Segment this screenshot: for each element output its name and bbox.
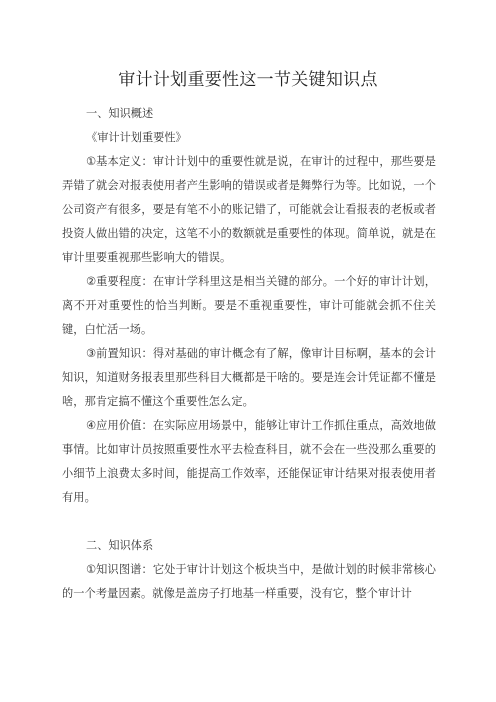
section-subheading-topic: 《审计计划重要性》 xyxy=(86,131,187,144)
page-title: 审计计划重要性这一节关键知识点 xyxy=(118,70,378,90)
section-spacer xyxy=(62,510,436,534)
paragraph-importance: ②重要程度：在审计学科里这是相当关键的部分。一个好的审计计划，离不开对重要性的恰当判断。要是不重视重要性，审计可能就会抓不住关键，白忙活一场。 xyxy=(62,275,436,336)
paragraph-definition: ①基本定义：审计计划中的重要性就是说，在审计的过程中，那些要是弄错了就会对报表使用者产生影响的错误或者是舞弊行为等。比如说，一个公司资产有很多，要是有笔不小的账记错了，可能就会让看报表的老板或者投资人做出错的决定，这笔不小的数额就是重要性的体现。简单说，就是在审计里要重视那些影响大的错误。 xyxy=(62,155,436,264)
section-heading-knowledge-system: 二、知识体系 xyxy=(86,539,154,552)
paragraph-knowledge-map: ①知识图谱：它处于审计计划这个板块当中，是做计划的时候非常核心的一个考量因素。就像是盖房子打地基一样重要，没有它，整个审计计 xyxy=(62,563,436,600)
document-body xyxy=(62,102,436,606)
paragraph-prerequisites: ③前置知识：得对基础的审计概念有了解，像审计目标啊，基本的会计知识，知道财务报表里那些科目大概都是干啥的。要是连会计凭证都不懂是啥，那肯定搞不懂这个重要性怎么定。 xyxy=(62,347,436,408)
paragraph-application-value: ④应用价值：在实际应用场景中，能够让审计工作抓住重点，高效地做事情。比如审计员按照重要性水平去检查科目，就不会在一些没那么重要的小细节上浪费太多时间，能提高工作效率，还能保证审计结果对报表使用者有用。 xyxy=(62,419,436,504)
section-heading-overview: 一、知识概述 xyxy=(86,107,154,120)
